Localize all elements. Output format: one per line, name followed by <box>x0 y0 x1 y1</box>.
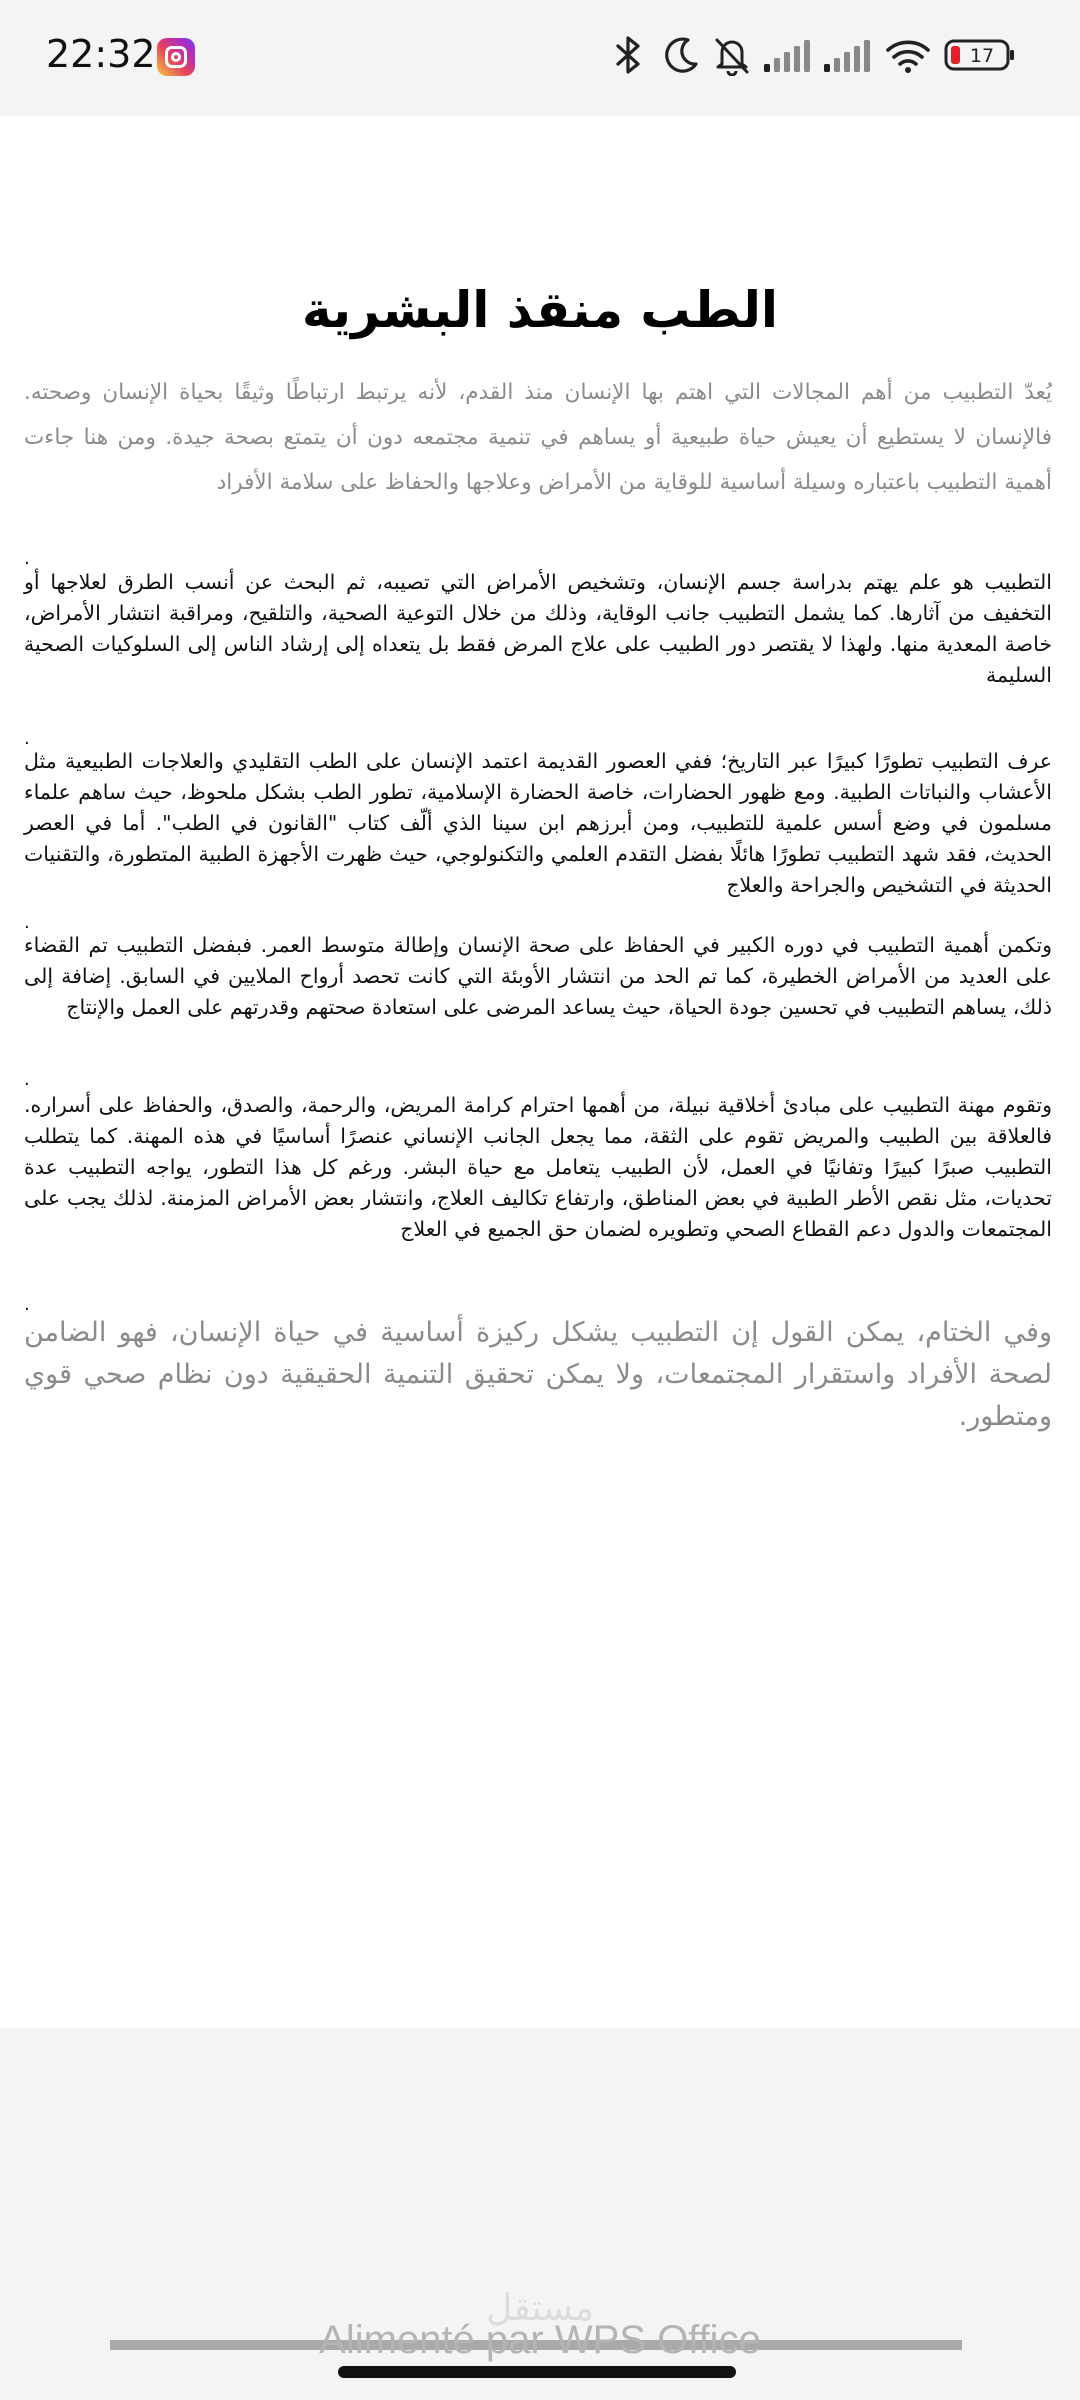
paragraph-importance: وتكمن أهمية التطبيب في دوره الكبير في الحفاظ على صحة الإنسان وإطالة متوسط العمر. فبفضل التطبيب تم القضاء على العديد من الأمراض الخطيرة، كما تم الحد من انتشار الأوبئة التي كانت تحصد أرواح الملايين في السابق. إضافة إلى ذلك، يساهم التطبيب في تحسين جودة الحياة، حيث يساعد المرضى على استعادة صحتهم وقدرتهم على العمل والإنتاج <box>24 933 1052 1019</box>
wps-powered-by-label: Alimenté par WPS Office <box>319 2318 761 2362</box>
signal-icon <box>822 34 870 76</box>
status-bar <box>0 0 1080 116</box>
instagram-icon <box>157 38 195 76</box>
paragraph-separator: . <box>24 548 30 569</box>
mostaql-watermark: مستقل <box>486 2288 594 2329</box>
intro-paragraph: يُعدّ التطبيب من أهم المجالات التي اهتم بها الإنسان منذ القدم، لأنه يرتبط ارتباطًا وثيقًا بحياة الإنسان وصحته. فالإنسان لا يستطيع أن يعيش حياة طبيعية أو يساهم في تنمية مجتمعه دون أن يتمتع بصحة جيدة. ومن هنا جاءت أهمية التطبيب باعتباره وسيلة أساسية للوقاية من الأمراض وعلاجها والحفاظ على سلامة الأفراد <box>24 380 1052 495</box>
bell-off-icon <box>712 34 752 76</box>
paragraph-history: عرف التطبيب تطورًا كبيرًا عبر التاريخ؛ ففي العصور القديمة اعتمد الإنسان على الطب التقليدي والعلاجات الطبيعية مثل الأعشاب والنباتات الطبية. ومع ظهور الحضارات، خاصة الحضارة الإسلامية، تطور الطب بشكل ملحوظ، حيث ساهم علماء مسلمون في وضع أسس علمية للتطبيب، ومن أبرزهم ابن سينا الذي ألّف كتاب "القانون في الطب". أما في العصر الحديث، فقد شهد التطبيب تطورًا هائلًا بفضل التقدم العلمي والتكنولوجي، حيث ظهرت الأجهزة الطبية المتطورة، والتقنيات الحديثة في التشخيص والجراحة والعلاج <box>24 749 1052 897</box>
home-indicator[interactable] <box>338 2366 736 2378</box>
document-title: الطب منقذ البشرية <box>301 281 778 339</box>
moon-icon <box>662 34 702 76</box>
battery-level-label: 17 <box>969 45 995 67</box>
status-time: 22:32 <box>46 32 156 76</box>
battery-icon <box>944 34 1016 76</box>
wifi-icon <box>884 34 932 76</box>
paragraph-separator: . <box>24 912 30 933</box>
document-page[interactable] <box>0 116 1080 2028</box>
paragraph-separator: . <box>24 1069 30 1090</box>
signal-icon <box>762 34 810 76</box>
paragraph-definition: التطبيب هو علم يهتم بدراسة جسم الإنسان، وتشخيص الأمراض التي تصيبه، ثم البحث عن أنسب الطرق لعلاجها أو التخفيف من آثارها. كما يشمل التطبيب جانب الوقاية، وذلك من خلال التوعية الصحية، والتلقيح، ومراقبة انتشار الأمراض، خاصة المعدية منها. ولهذا لا يقتصر دور الطبيب على علاج المرض فقط بل يتعداه إلى إرشاد الناس إلى السلوكيات الصحية السليمة <box>24 570 1052 687</box>
closing-paragraph: وفي الختام، يمكن القول إن التطبيب يشكل ركيزة أساسية في حياة الإنسان، فهو الضامن لصحة الأفراد واستقرار المجتمعات، ولا يمكن تحقيق التنمية الحقيقية دون نظام صحي قوي ومتطور. <box>24 1317 1052 1432</box>
paragraph-separator: . <box>24 1294 30 1315</box>
paragraph-separator: . <box>24 728 30 749</box>
paragraph-ethics: وتقوم مهنة التطبيب على مبادئ أخلاقية نبيلة، من أهمها احترام كرامة المريض، والرحمة، والصدق، والحفاظ على أسراره. فالعلاقة بين الطبيب والمريض تقوم على الثقة، مما يجعل الجانب الإنساني عنصرًا أساسيًا في هذه المهنة. كما يتطلب التطبيب صبرًا كبيرًا وتفانيًا في العمل، لأن الطبيب يتعامل مع حياة البشر. ورغم كل هذا التطور، يواجه التطبيب عدة تحديات، مثل نقص الأطر الطبية في بعض المناطق، وارتفاع تكاليف العلاج، وانتشار بعض الأمراض المزمنة. لذلك يجب على المجتمعات والدول دعم القطاع الصحي وتطويره لضمان حق الجميع في العلاج <box>24 1093 1052 1241</box>
bluetooth-icon <box>610 34 646 76</box>
